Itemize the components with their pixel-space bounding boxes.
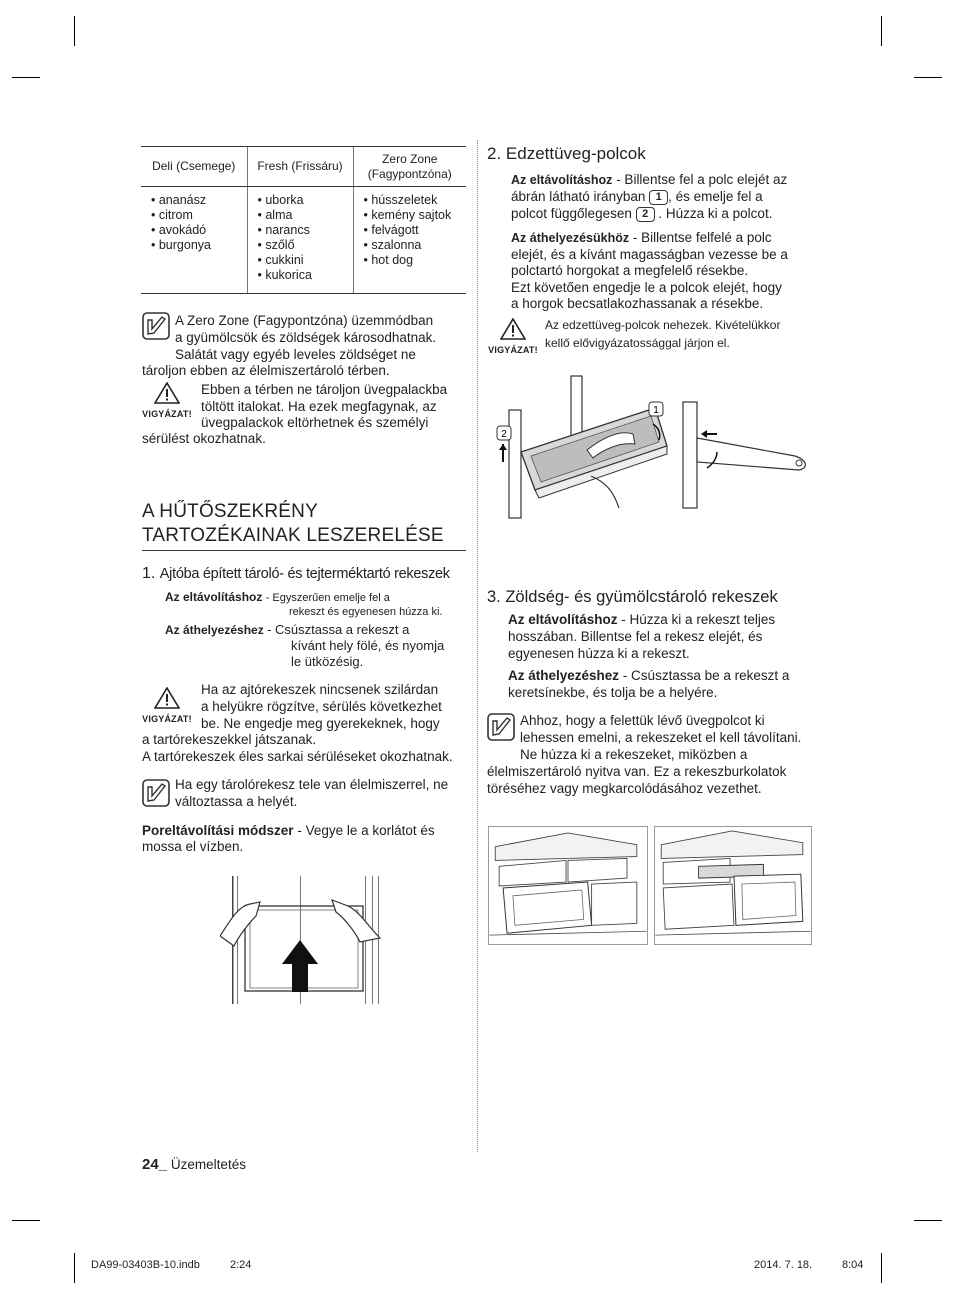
instruction-text: - Húzza ki a rekeszt teljes [621, 612, 776, 627]
note-icon [487, 713, 515, 741]
instruction-line [142, 822, 435, 839]
list-item: • szőlő [257, 238, 295, 252]
instruction-label: Az áthelyezésükhöz [511, 231, 630, 245]
crop-mark [914, 1220, 942, 1221]
instruction-text: hosszában. Billentse fel a rekesz elejét, és [508, 629, 763, 644]
glass-shelf-illustration [495, 372, 815, 524]
instruction-line [511, 205, 772, 222]
list-item: • burgonya [151, 238, 211, 252]
note-text: Salátát vagy egyéb leveles zöldséget ne [175, 347, 416, 362]
warning-label: VIGYÁZAT! [488, 344, 538, 355]
instruction-label: Az áthelyezéshez [165, 623, 264, 637]
instruction-text: egyenesen húzza ki a rekeszt. [508, 646, 690, 661]
list-item: • hot dog [363, 253, 414, 267]
subsection-title [142, 564, 450, 584]
instruction-line [508, 667, 789, 684]
table-header: Zero Zone (Fagypontzóna) [353, 147, 466, 187]
crop-mark [12, 1220, 40, 1221]
instruction-line [511, 229, 772, 247]
svg-text:1: 1 [653, 405, 659, 416]
table-cell-fresh [247, 187, 353, 294]
list-item: • narancs [257, 223, 310, 237]
print-file-name: DA99-03403B-10.indb [91, 1259, 200, 1271]
list-item: • cukkini [257, 253, 304, 267]
crop-mark [74, 16, 75, 46]
instruction-text: - Vegye le a korlátot és [297, 823, 435, 838]
instruction-text: a horgok becsatlakozhassanak a résekbe. [511, 296, 764, 311]
crisper-drawer-illustration-1 [488, 826, 648, 945]
table-header: Fresh (Frissáru) [247, 147, 353, 187]
print-date: 2014. 7. 18. [754, 1259, 813, 1271]
warning-icon [154, 687, 180, 709]
table-header: Deli (Csemege) [141, 147, 247, 187]
subsection-text: Ajtóba épített tároló- és tejterméktartó rekeszek [159, 566, 450, 582]
table-row [141, 187, 466, 294]
instruction-text: - Csúsztassa be a rekeszt a [622, 668, 790, 683]
warning-text: be. Ne engedje meg gyerekeknek, hogy [201, 716, 440, 731]
step-badge: 1 [649, 190, 668, 205]
page-section-label: Üzemeltetés [170, 1157, 246, 1172]
warning-text: Ha az ajtórekeszek nincsenek szilárdan [201, 682, 439, 697]
warning-text: a helyükre rögzítve, sérülés következhet [201, 699, 442, 714]
page-footer [142, 1156, 246, 1175]
instruction-text: rekeszt és egyenesen húzza ki. [289, 606, 443, 618]
list-item: • ananász [151, 193, 207, 207]
note-text: A Zero Zone (Fagypontzóna) üzemmódban [175, 313, 434, 328]
instruction-text: polctartó horgokat a megfelelő résekbe. [511, 263, 749, 278]
warning-icon [500, 318, 526, 340]
crop-mark [914, 77, 942, 78]
svg-text:2: 2 [501, 429, 507, 440]
subsection-number: 1. [142, 565, 156, 582]
list-item: • uborka [257, 193, 304, 207]
warning-text: üvegpalackok eltörhetnek és személyi [201, 415, 429, 430]
note-icon [142, 312, 170, 340]
warning-text: Az edzettüveg-polcok nehezek. Kivételükkor [545, 318, 781, 332]
instruction-text: keretsínekbe, és tolja be a helyére. [508, 685, 718, 700]
instruction-text: Ezt követően engedje le a polcok elejét, hogy [511, 280, 782, 295]
section-title: 3. Zöldség- és gyümölcstároló rekeszek [487, 588, 778, 606]
print-page-ref: 2:24 [230, 1259, 252, 1271]
warning-text: sérülést okozhatnak. [142, 431, 266, 446]
instruction-line [511, 171, 787, 189]
instruction-text: , és emelje fel a [668, 189, 763, 204]
heading-line: TARTOZÉKAINAK LESZERELÉSE [142, 525, 444, 546]
instruction-text: - Billentse felfelé a polc [632, 230, 772, 245]
instruction-label: Az eltávolításhoz [508, 612, 618, 627]
heading-line: A HŰTŐSZEKRÉNY [142, 501, 318, 522]
note-text: Ahhoz, hogy a felettük lévő üvegpolcot ki [520, 713, 765, 728]
table-header-row [141, 147, 466, 187]
crop-mark [881, 1253, 882, 1283]
warning-label: VIGYÁZAT! [142, 408, 192, 419]
warning-badge [141, 382, 193, 420]
note-text: élelmiszertároló nyitva van. Ez a rekeszburkolatok [487, 764, 787, 779]
section-heading [142, 500, 466, 551]
list-item: • kemény sajtok [363, 208, 452, 222]
instruction-label: Az áthelyezéshez [508, 668, 620, 683]
instruction-line [508, 611, 775, 628]
instruction-text: . Húzza ki a polcot. [658, 206, 773, 221]
note-text: töréséhez vagy megkarcolódásához vezethet. [487, 781, 762, 796]
crisper-drawer-illustration-2 [654, 826, 812, 945]
table-cell-zero-zone [353, 187, 466, 294]
instruction-line [511, 188, 763, 205]
crop-mark [881, 16, 882, 46]
warning-label: VIGYÁZAT! [142, 713, 192, 724]
warning-text: Ebben a térben ne tároljon üvegpalackba [201, 382, 448, 397]
section-title: 2. Edzettüveg-polcok [487, 144, 646, 163]
instruction-text: - Csúsztassa a rekeszt a [267, 622, 410, 637]
list-item: • citrom [151, 208, 193, 222]
print-time: 8:04 [842, 1259, 864, 1271]
warning-icon [154, 382, 180, 404]
list-item: • szalonna [363, 238, 422, 252]
instruction-label: Az eltávolításhoz [165, 590, 263, 604]
list-item: • alma [257, 208, 293, 222]
note-text: Ha egy tárolórekesz tele van élelmiszerrel, ne [175, 777, 449, 792]
note-text: Ne húzza ki a rekeszeket, miközben a [520, 747, 748, 762]
table-cell-deli [141, 187, 247, 294]
instruction-line [165, 622, 409, 638]
instruction-text: - Billentse fel a polc elejét az [616, 172, 788, 187]
note-text: változtassa a helyét. [175, 794, 298, 809]
warning-text: töltött italokat. Ha ezek megfagynak, az [201, 399, 437, 414]
warning-text: A tartórekeszek éles sarkai sérüléseket okozhatnak. [142, 749, 453, 764]
instruction-text: elejét, és a kívánt magasságban vezesse be a [511, 247, 788, 262]
warning-badge [487, 318, 539, 356]
instruction-text: mossa el vízben. [142, 839, 244, 854]
instruction-line [165, 590, 390, 606]
warning-text: a tartórekeszekkel játszanak. [142, 732, 317, 747]
note-text: a gyümölcsök és zöldségek károsodhatnak. [175, 330, 437, 345]
warning-badge [141, 687, 193, 725]
note-text: lehessen emelni, a rekeszeket el kell távolítani. [520, 730, 802, 745]
warning-text: kellő elővigyázatossággal járjon el. [545, 336, 730, 350]
page-number: 24_ [142, 1156, 168, 1173]
instruction-label: Poreltávolítási módszer [142, 823, 294, 838]
list-item: • felvágott [363, 223, 419, 237]
instruction-label: Az eltávolításhoz [511, 173, 613, 187]
list-item: • hússzeletek [363, 193, 438, 207]
column-divider [477, 140, 478, 1152]
crop-mark [12, 77, 40, 78]
instruction-text: ábrán látható irányban [511, 189, 646, 204]
list-item: • kukorica [257, 268, 312, 282]
door-bin-illustration [220, 876, 382, 1004]
instruction-text: - Egyszerűen emelje fel a [265, 592, 390, 604]
instruction-text: le ütközésig. [291, 654, 364, 669]
step-badge: 2 [636, 207, 655, 222]
storage-table [141, 146, 466, 294]
instruction-text: kívánt hely fölé, és nyomja [291, 638, 445, 653]
instruction-text: polcot függőlegesen [511, 206, 632, 221]
list-item: • avokádó [151, 223, 207, 237]
note-text: tároljon ebben az élelmiszertároló térben. [142, 363, 390, 378]
crop-mark [74, 1253, 75, 1283]
note-icon [142, 779, 170, 807]
